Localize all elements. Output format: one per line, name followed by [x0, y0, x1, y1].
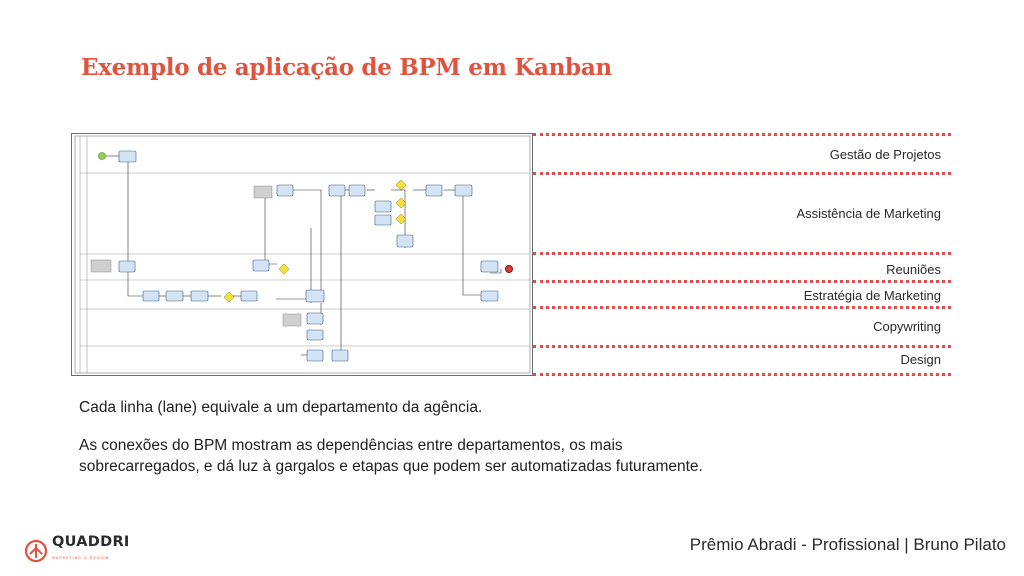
lane-guide-line	[533, 306, 951, 309]
footer-credit: Prêmio Abradi - Profissional | Bruno Pilato	[689, 535, 1006, 554]
lane-guide-line	[533, 133, 951, 136]
logo-name: QUADDRI	[52, 534, 130, 550]
lane-label-copywriting: Copywriting	[873, 319, 941, 334]
lane-label-estrategia-marketing: Estratégia de Marketing	[803, 288, 941, 303]
lane-guide-line	[533, 373, 951, 376]
lane-guide-line	[533, 252, 951, 255]
bpm-diagram	[71, 133, 533, 376]
quaddri-logo	[24, 535, 130, 566]
quaddri-logo-icon	[24, 539, 48, 563]
lane-label-gestao-projetos: Gestão de Projetos	[829, 147, 941, 162]
lane-guide-line	[533, 172, 951, 175]
description-paragraph-2-line-1: As conexões do BPM mostram as dependências entre departamentos, os mais	[79, 437, 623, 454]
logo-tagline: MARKETING & DESIGN	[52, 556, 110, 560]
lane-label-reunioes: Reuniões	[886, 262, 941, 277]
lane-guide-line	[533, 280, 951, 283]
lane-guide-line	[533, 345, 951, 348]
lane-label-design: Design	[900, 352, 941, 367]
description-paragraph-1: Cada linha (lane) equivale a um departamento da agência.	[79, 399, 483, 416]
description-paragraph-2-line-2: sobrecarregados, e dá luz à gargalos e etapas que podem ser automatizadas futuramente.	[79, 458, 703, 475]
lane-label-assistencia-marketing: Assistência de Marketing	[796, 206, 941, 221]
slide-title: Exemplo de aplicação de BPM em Kanban	[81, 54, 612, 81]
